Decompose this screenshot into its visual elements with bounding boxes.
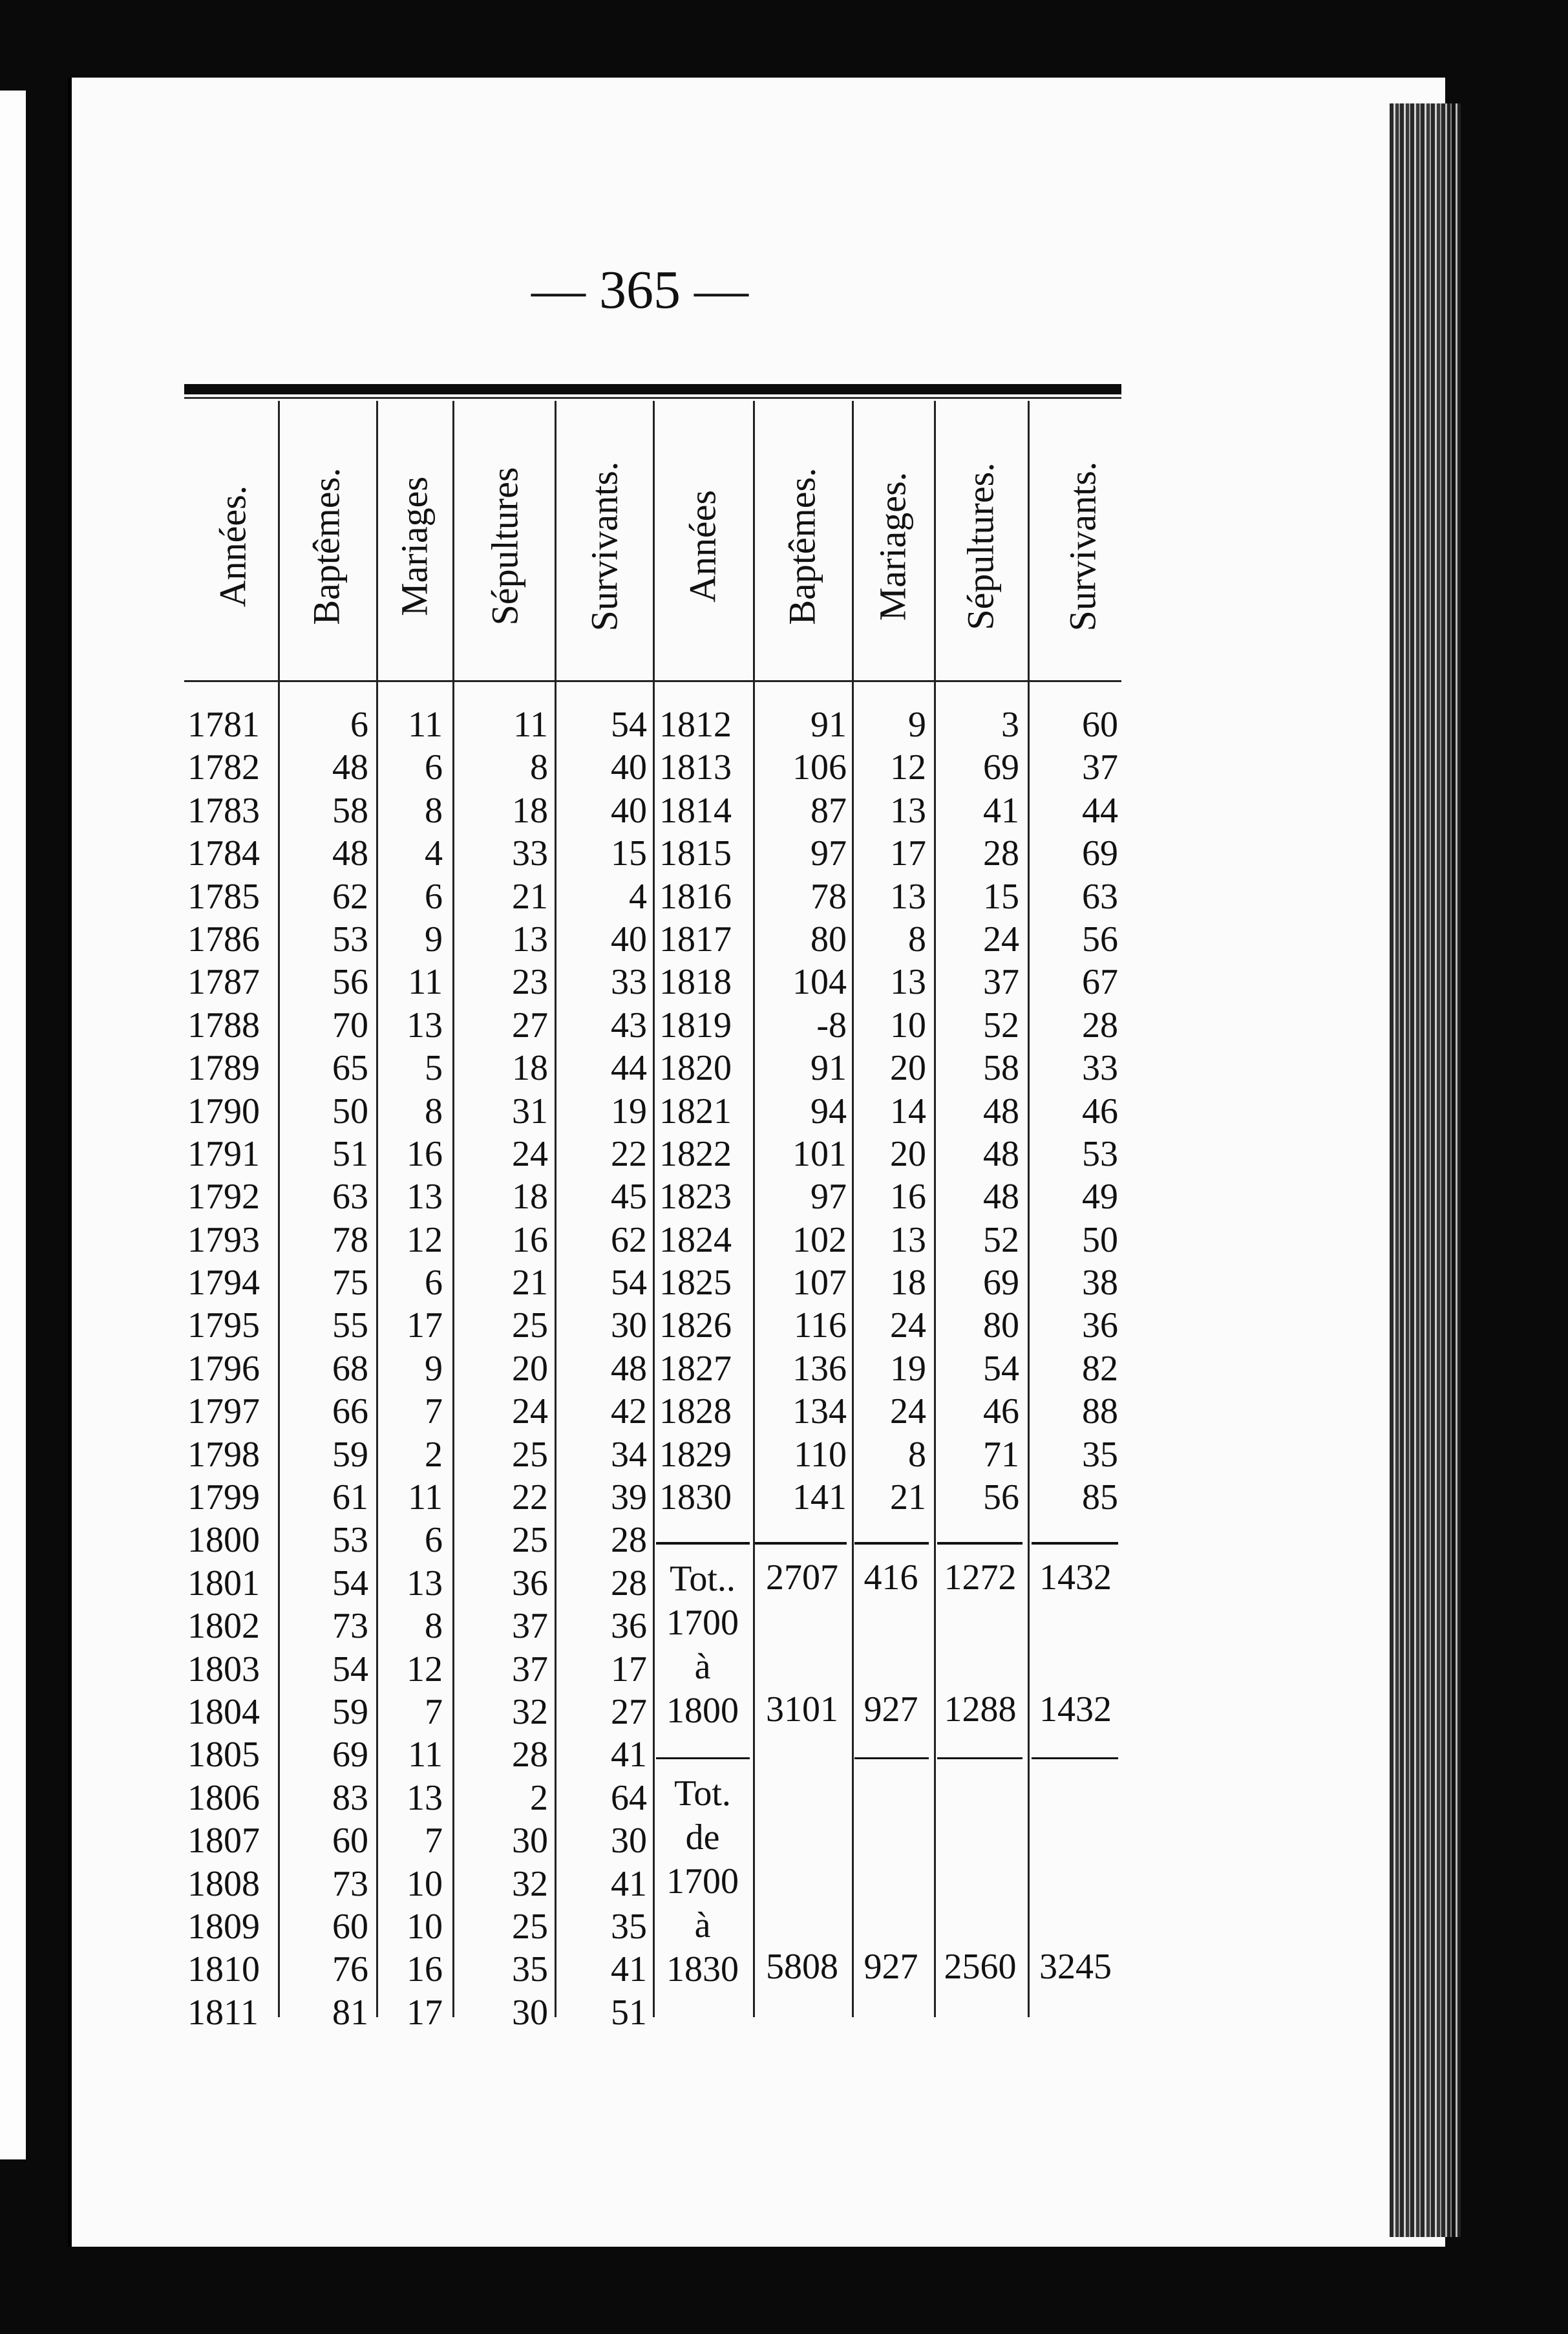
left-survivants-column <box>560 703 647 2034</box>
table-cell: 54 <box>983 1348 1019 1389</box>
table-cell: 27 <box>512 1005 548 1045</box>
totals-label-3: Tot. de 1700 à 1830 <box>666 1773 739 1989</box>
table-cell: 104 <box>792 962 847 1003</box>
header-annees-2: Années <box>681 490 724 603</box>
table-cell: 18 <box>512 790 548 831</box>
table-cell: 13 <box>890 962 926 1003</box>
table-cell: 1829 <box>659 1434 732 1475</box>
table-cell: 91 <box>810 1048 847 1089</box>
table-cell: 1787 <box>187 962 260 1003</box>
table-cell: 53 <box>332 919 368 959</box>
table-cell: 6 <box>350 705 368 745</box>
header-survivants-2: Survivants. <box>1061 461 1104 632</box>
table-cell: 9 <box>425 1348 443 1389</box>
header-rule <box>184 680 1121 682</box>
table-cell: 36 <box>512 1563 548 1603</box>
table-cell: 37 <box>512 1649 548 1689</box>
table-cell: 63 <box>332 1177 368 1217</box>
table-cell: 82 <box>1082 1348 1118 1389</box>
table-cell: 48 <box>611 1348 647 1389</box>
table-cell: 1826 <box>659 1305 732 1346</box>
table-cell: 38 <box>1082 1263 1118 1303</box>
table-cell: 73 <box>332 1863 368 1904</box>
table-cell: 106 <box>792 747 847 788</box>
right-survivants-column <box>1033 703 1118 1519</box>
sum-rule <box>937 1542 1022 1545</box>
table-cell: 31 <box>512 1091 548 1131</box>
table-cell: 1819 <box>659 1005 732 1045</box>
table-cell: 28 <box>1082 1005 1118 1045</box>
table-cell: 17 <box>611 1649 647 1689</box>
table-cell: 42 <box>611 1391 647 1432</box>
table-cell: 2 <box>530 1777 548 1818</box>
table-cell: 11 <box>513 705 548 745</box>
table-cell: 37 <box>983 962 1019 1003</box>
table-cell: 7 <box>425 1691 443 1732</box>
table-cell: 20 <box>890 1133 926 1174</box>
table-cell: 1812 <box>659 705 732 745</box>
table-cell: 6 <box>425 876 443 917</box>
table-cell: 68 <box>332 1348 368 1389</box>
table-cell: 136 <box>792 1348 847 1389</box>
table-cell: 1825 <box>659 1263 732 1303</box>
table-cell: 28 <box>983 833 1019 874</box>
table-cell: 17 <box>407 1305 443 1346</box>
table-cell: 1813 <box>659 747 732 788</box>
table-cell: 116 <box>794 1305 847 1346</box>
sum-rule <box>1032 1542 1118 1545</box>
table-cell: 52 <box>983 1219 1019 1260</box>
table-cell: 101 <box>792 1133 847 1174</box>
table-cell: 19 <box>611 1091 647 1131</box>
table-cell: 11 <box>408 1735 443 1775</box>
table-cell: 54 <box>611 1263 647 1303</box>
table-cell: 62 <box>332 876 368 917</box>
table-cell: 3 <box>1001 705 1019 745</box>
table-cell: 40 <box>611 790 647 831</box>
table-cell: 41 <box>983 790 1019 831</box>
table-cell: 13 <box>890 790 926 831</box>
table-cell: 16 <box>512 1219 548 1260</box>
header-mariages-2: Mariages. <box>871 471 914 621</box>
right-baptemes-column <box>756 703 847 1519</box>
table-cell: 54 <box>332 1649 368 1689</box>
table-cell: 19 <box>890 1348 926 1389</box>
sum-rule <box>1032 1757 1118 1759</box>
table-cell: 59 <box>332 1691 368 1732</box>
table-cell: 43 <box>611 1005 647 1045</box>
table-cell: 55 <box>332 1305 368 1346</box>
table-cell: 56 <box>1082 919 1118 959</box>
table-cell: 69 <box>983 1263 1019 1303</box>
table-cell: 28 <box>611 1563 647 1603</box>
table-cell: 16 <box>407 1133 443 1174</box>
table-cell: 56 <box>983 1477 1019 1518</box>
table-cell: 30 <box>611 1305 647 1346</box>
left-baptemes-column <box>284 703 368 2034</box>
total-mariages-3: 927 <box>863 1947 918 1987</box>
table-cell: 13 <box>890 876 926 917</box>
table-cell: 21 <box>512 876 548 917</box>
table-cell: 1792 <box>187 1177 260 1217</box>
table-cell: 73 <box>332 1606 368 1647</box>
table-cell: 1788 <box>187 1005 260 1045</box>
table-cell: 1814 <box>659 790 732 831</box>
table-cell: 24 <box>890 1391 926 1432</box>
table-cell: 59 <box>332 1434 368 1475</box>
table-cell: 50 <box>332 1091 368 1131</box>
table-cell: 1802 <box>187 1606 260 1647</box>
table-cell: 33 <box>1082 1048 1118 1089</box>
table-cell: -8 <box>816 1005 847 1045</box>
table-cell: 11 <box>408 962 443 1003</box>
total-sepultures-1: 1272 <box>944 1558 1017 1598</box>
table-cell: 1793 <box>187 1219 260 1260</box>
table-cell: 48 <box>983 1133 1019 1174</box>
table-cell: 1820 <box>659 1048 732 1089</box>
table-cell: 2 <box>425 1434 443 1475</box>
table-cell: 1789 <box>187 1048 260 1089</box>
table-cell: 78 <box>810 876 847 917</box>
table-cell: 36 <box>1082 1305 1118 1346</box>
page-number: — 365 — <box>531 260 748 320</box>
header-sepultures-2: Sépultures. <box>959 462 1002 630</box>
table-cell: 24 <box>890 1305 926 1346</box>
table-cell: 1795 <box>187 1305 260 1346</box>
table-cell: 61 <box>332 1477 368 1518</box>
table-cell: 1783 <box>187 790 260 831</box>
table-cell: 1796 <box>187 1348 260 1389</box>
table-cell: 94 <box>810 1091 847 1131</box>
table-cell: 1818 <box>659 962 732 1003</box>
table-cell: 62 <box>611 1219 647 1260</box>
table-cell: 13 <box>407 1777 443 1818</box>
table-cell: 13 <box>407 1005 443 1045</box>
table-cell: 91 <box>810 705 847 745</box>
table-cell: 70 <box>332 1005 368 1045</box>
table-cell: 10 <box>407 1906 443 1947</box>
table-cell: 80 <box>983 1305 1019 1346</box>
total-survivants-2: 1432 <box>1039 1689 1112 1729</box>
table-cell: 66 <box>332 1391 368 1432</box>
table-cell: 1828 <box>659 1391 732 1432</box>
table-cell: 4 <box>425 833 443 874</box>
table-cell: 7 <box>425 1391 443 1432</box>
table-cell: 48 <box>983 1177 1019 1217</box>
top-rule-thin <box>184 397 1121 399</box>
table-cell: 53 <box>1082 1133 1118 1174</box>
table-cell: 69 <box>332 1735 368 1775</box>
table-cell: 23 <box>512 962 548 1003</box>
table-cell: 1786 <box>187 919 260 959</box>
table-cell: 80 <box>810 919 847 959</box>
total-mariages-1: 416 <box>863 1558 918 1598</box>
table-cell: 69 <box>983 747 1019 788</box>
table-cell: 1809 <box>187 1906 260 1947</box>
table-cell: 17 <box>890 833 926 874</box>
table-cell: 51 <box>611 1992 647 2033</box>
table-cell: 67 <box>1082 962 1118 1003</box>
table-cell: 13 <box>407 1177 443 1217</box>
table-cell: 36 <box>611 1606 647 1647</box>
header-annees: Années. <box>211 485 254 608</box>
table-cell: 78 <box>332 1219 368 1260</box>
table-cell: 1810 <box>187 1949 260 1990</box>
table-cell: 8 <box>425 1091 443 1131</box>
table-cell: 1791 <box>187 1133 260 1174</box>
table-cell: 69 <box>1082 833 1118 874</box>
table-cell: 46 <box>1082 1091 1118 1131</box>
left-sepultures-column <box>459 703 548 2034</box>
table-cell: 45 <box>611 1177 647 1217</box>
left-mariages-column <box>381 703 443 2034</box>
table-cell: 1827 <box>659 1348 732 1389</box>
table-cell: 35 <box>1082 1434 1118 1475</box>
table-cell: 32 <box>512 1863 548 1904</box>
table-cell: 16 <box>407 1949 443 1990</box>
table-cell: 1797 <box>187 1391 260 1432</box>
table-cell: 1798 <box>187 1434 260 1475</box>
total-sepultures-2: 1288 <box>944 1689 1017 1729</box>
table-cell: 41 <box>611 1863 647 1904</box>
table-cell: 1801 <box>187 1563 260 1603</box>
table-cell: 21 <box>512 1263 548 1303</box>
table-cell: 48 <box>332 747 368 788</box>
table-cell: 75 <box>332 1263 368 1303</box>
table-cell: 32 <box>512 1691 548 1732</box>
table-cell: 56 <box>332 962 368 1003</box>
table-cell: 134 <box>792 1391 847 1432</box>
sum-rule <box>656 1757 750 1759</box>
sum-rule <box>937 1757 1022 1759</box>
total-baptemes-3: 5808 <box>766 1947 838 1987</box>
table-cell: 83 <box>332 1777 368 1818</box>
table-cell: 5 <box>425 1048 443 1089</box>
table-cell: 44 <box>611 1048 647 1089</box>
table-cell: 1806 <box>187 1777 260 1818</box>
top-rule <box>184 384 1121 394</box>
table-cell: 12 <box>407 1649 443 1689</box>
table-cell: 54 <box>611 705 647 745</box>
table-cell: 22 <box>512 1477 548 1518</box>
table-cell: 1807 <box>187 1821 260 1861</box>
table-cell: 24 <box>983 919 1019 959</box>
table-cell: 52 <box>983 1005 1019 1045</box>
table-cell: 12 <box>890 747 926 788</box>
sum-rule <box>854 1542 929 1545</box>
table-cell: 76 <box>332 1949 368 1990</box>
table-cell: 110 <box>794 1434 847 1475</box>
total-mariages-2: 927 <box>863 1689 918 1729</box>
table-cell: 48 <box>332 833 368 874</box>
table-cell: 15 <box>611 833 647 874</box>
header-baptemes-2: Baptêmes. <box>781 467 823 625</box>
table-cell: 53 <box>332 1520 368 1561</box>
table-cell: 9 <box>908 705 926 745</box>
table-cell: 60 <box>332 1906 368 1947</box>
table-cell: 1811 <box>187 1992 259 2033</box>
right-sepultures-column <box>938 703 1019 1519</box>
table-cell: 54 <box>332 1563 368 1603</box>
table-cell: 41 <box>611 1949 647 1990</box>
table-cell: 10 <box>890 1005 926 1045</box>
totals-label-1: Tot.. 1700 à 1800 <box>666 1559 739 1731</box>
table-cell: 64 <box>611 1777 647 1818</box>
page-margin <box>0 91 26 2159</box>
table-cell: 20 <box>890 1048 926 1089</box>
table-cell: 1808 <box>187 1863 260 1904</box>
table-cell: 41 <box>611 1735 647 1775</box>
table-cell: 58 <box>983 1048 1019 1089</box>
table-cell: 11 <box>408 705 443 745</box>
table-cell: 1816 <box>659 876 732 917</box>
table-cell: 1803 <box>187 1649 260 1689</box>
table-cell: 1784 <box>187 833 260 874</box>
table-cell: 18 <box>890 1263 926 1303</box>
table-cell: 6 <box>425 747 443 788</box>
table-cell: 33 <box>512 833 548 874</box>
table-cell: 1794 <box>187 1263 260 1303</box>
table-cell: 25 <box>512 1305 548 1346</box>
table-cell: 71 <box>983 1434 1019 1475</box>
table-cell: 1830 <box>659 1477 732 1518</box>
table-cell: 27 <box>611 1691 647 1732</box>
table-cell: 1824 <box>659 1219 732 1260</box>
table-cell: 8 <box>425 790 443 831</box>
table-cell: 1785 <box>187 876 260 917</box>
table-cell: 24 <box>512 1391 548 1432</box>
total-sepultures-3: 2560 <box>944 1947 1017 1987</box>
table-cell: 44 <box>1082 790 1118 831</box>
table-cell: 60 <box>332 1821 368 1861</box>
table-cell: 6 <box>425 1263 443 1303</box>
sum-rule <box>854 1757 929 1759</box>
table-cell: 102 <box>792 1219 847 1260</box>
table-cell: 14 <box>890 1091 926 1131</box>
table-cell: 13 <box>512 919 548 959</box>
table-cell: 35 <box>611 1906 647 1947</box>
table-cell: 1822 <box>659 1133 732 1174</box>
table-cell: 9 <box>425 919 443 959</box>
table-cell: 11 <box>408 1477 443 1518</box>
table-cell: 6 <box>425 1520 443 1561</box>
table-cell: 1817 <box>659 919 732 959</box>
table-cell: 18 <box>512 1177 548 1217</box>
table-cell: 1781 <box>187 705 260 745</box>
table-cell: 97 <box>810 833 847 874</box>
table-cell: 17 <box>407 1992 443 2033</box>
sum-rule <box>755 1542 847 1545</box>
table-cell: 7 <box>425 1821 443 1861</box>
header-baptemes: Baptêmes. <box>305 467 348 625</box>
table-cell: 1799 <box>187 1477 260 1518</box>
total-baptemes-1: 2707 <box>766 1558 838 1598</box>
table-cell: 30 <box>512 1821 548 1861</box>
table-cell: 58 <box>332 790 368 831</box>
table-cell: 8 <box>908 919 926 959</box>
table-cell: 10 <box>407 1863 443 1904</box>
table-cell: 1800 <box>187 1520 260 1561</box>
table-cell: 25 <box>512 1906 548 1947</box>
table-cell: 88 <box>1082 1391 1118 1432</box>
table-cell: 18 <box>512 1048 548 1089</box>
table-cell: 65 <box>332 1048 368 1089</box>
table-cell: 15 <box>983 876 1019 917</box>
table-cell: 16 <box>890 1177 926 1217</box>
table-cell: 37 <box>1082 747 1118 788</box>
table-cell: 24 <box>512 1133 548 1174</box>
table-cell: 4 <box>629 876 647 917</box>
table-cell: 50 <box>1082 1219 1118 1260</box>
table-cell: 30 <box>512 1992 548 2033</box>
table-cell: 13 <box>890 1219 926 1260</box>
table-cell: 39 <box>611 1477 647 1518</box>
table-cell: 87 <box>810 790 847 831</box>
table-cell: 8 <box>908 1434 926 1475</box>
table-cell: 63 <box>1082 876 1118 917</box>
table-cell: 35 <box>512 1949 548 1990</box>
table-cell: 28 <box>611 1520 647 1561</box>
table-cell: 25 <box>512 1434 548 1475</box>
table-cell: 81 <box>332 1992 368 2033</box>
header-survivants: Survivants. <box>583 461 626 632</box>
table-cell: 49 <box>1082 1177 1118 1217</box>
table-cell: 1815 <box>659 833 732 874</box>
table-cell: 33 <box>611 962 647 1003</box>
table-cell: 25 <box>512 1520 548 1561</box>
table-cell: 40 <box>611 747 647 788</box>
sum-rule <box>656 1542 750 1545</box>
table-cell: 1804 <box>187 1691 260 1732</box>
table-cell: 22 <box>611 1133 647 1174</box>
table-cell: 1790 <box>187 1091 260 1131</box>
table-cell: 37 <box>512 1606 548 1647</box>
header-sepultures: Sépultures <box>483 467 526 626</box>
table-cell: 51 <box>332 1133 368 1174</box>
table-cell: 97 <box>810 1177 847 1217</box>
total-baptemes-2: 3101 <box>766 1689 838 1729</box>
table-cell: 107 <box>792 1263 847 1303</box>
table-cell: 30 <box>611 1821 647 1861</box>
left-years-column <box>187 703 278 2034</box>
table-cell: 8 <box>530 747 548 788</box>
table-cell: 46 <box>983 1391 1019 1432</box>
table-cell: 40 <box>611 919 647 959</box>
total-survivants-1: 1432 <box>1039 1558 1112 1598</box>
table-cell: 1821 <box>659 1091 732 1131</box>
table-cell: 13 <box>407 1563 443 1603</box>
table-cell: 1805 <box>187 1735 260 1775</box>
table-cell: 8 <box>425 1606 443 1647</box>
table-cell: 85 <box>1082 1477 1118 1518</box>
right-mariages-column <box>856 703 926 1519</box>
table-cell: 60 <box>1082 705 1118 745</box>
table-cell: 12 <box>407 1219 443 1260</box>
table-cell: 1823 <box>659 1177 732 1217</box>
book-edge <box>1390 103 1461 2237</box>
table-cell: 48 <box>983 1091 1019 1131</box>
header-mariages: Mariages <box>393 476 436 616</box>
table-cell: 34 <box>611 1434 647 1475</box>
table-cell: 1782 <box>187 747 260 788</box>
table-cell: 21 <box>890 1477 926 1518</box>
total-survivants-3: 3245 <box>1039 1947 1112 1987</box>
table-cell: 28 <box>512 1735 548 1775</box>
right-years-column <box>659 703 750 1519</box>
table-cell: 141 <box>792 1477 847 1518</box>
table-cell: 20 <box>512 1348 548 1389</box>
